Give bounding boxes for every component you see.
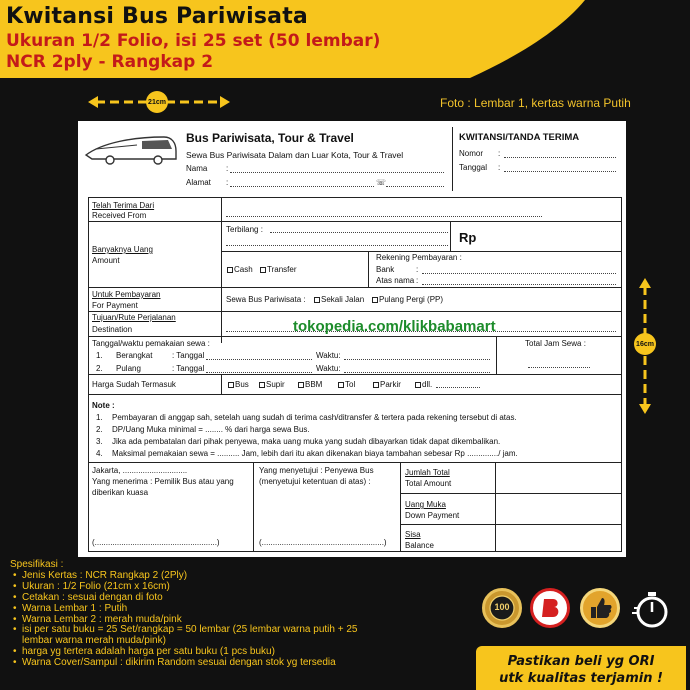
tanggal-line[interactable] [504,171,616,172]
spec-item: • Cetakan : sesuai dengan di foto [10,593,370,604]
spec-item: • Warna Lembar 2 : merah muda/pink [10,615,370,626]
inc-supir-checkbox[interactable] [259,382,265,388]
sisa-en: Balance [405,541,434,550]
row-divider-5 [88,336,622,337]
spec-list [10,571,370,669]
termasuk-divider [221,374,222,394]
rp-label: Rp [459,230,477,245]
nomor-line[interactable] [504,157,616,158]
subtitle-ncr: NCR 2ply - Rangkap 2 [6,52,214,72]
brand-b-shape [533,591,567,625]
terbilang-line-2[interactable] [226,245,448,246]
berangkat-tanggal: : Tanggal [172,351,205,360]
height-dimension [630,278,660,414]
note-3-number: 3. [96,437,103,446]
pulang-pergi-option[interactable] [372,295,443,304]
table-border-top [88,197,622,198]
inc-parkir-label: Parkir [380,380,401,389]
inc-tol-option[interactable] [338,380,355,389]
row-divider-1 [88,221,622,222]
promo-line-2: utk kualitas terjamin ! [499,671,663,686]
tanggal-colon: : [498,163,501,172]
waktu-title: Tanggal/waktu pemakaian sewa : [92,339,210,348]
inc-bus-label: Bus [235,380,249,389]
pulang-label: Pulang [116,364,141,373]
inc-supir-option[interactable] [259,380,285,389]
page-title: Kwitansi Bus Pariwisata [6,4,308,29]
sign-right[interactable]: (.......................................................) [259,538,387,547]
row-divider-4 [88,311,622,312]
total-jam-label: Total Jam Sewa : [525,339,586,348]
penerima-line-2: diberikan kuasa [92,488,149,497]
bus-icon [82,129,180,169]
transfer-option[interactable] [260,265,297,274]
penyetuju-line-1: Yang menyetujui : Penyewa Bus [259,466,374,475]
jumlah-label: Jumlah Total [405,468,450,477]
inc-parkir-option[interactable] [373,380,401,389]
bank-colon: : [416,265,419,274]
note-4-number: 4. [96,449,103,458]
row-divider-3 [88,287,622,288]
height-label: 16cm [634,333,656,355]
uang-muka-label: Uang Muka [405,500,446,509]
berangkat-number: 1. [96,351,103,360]
promo-line-1: Pastikan beli yg ORI [507,654,655,669]
spec-item: • isi per satu buku = 25 Set/rangkap = 50 lembar (25 lembar warna putih + 25 lembar warna merah muda/pink) [10,625,370,647]
note-2: DP/Uang Muka minimal = ........ % dari harga sewa Bus. [112,425,310,434]
row-divider-7 [88,394,622,395]
totals-divider [495,462,496,552]
berangkat-waktu-line[interactable] [344,359,490,360]
thumb-shape [583,591,617,625]
photo-caption: Foto : Lembar 1, kertas warna Putih [440,96,631,110]
jakarta-date: Jakarta, ............................. [92,466,188,475]
spec-item: • Warna Lembar 1 : Putih [10,604,370,615]
amount-label: Banyaknya Uang [92,245,153,254]
spec-title: Spesifikasi : [10,559,64,570]
note-title: Note : [92,401,115,410]
spec-item: • Ukuran : 1/2 Folio (21cm x 16cm) [10,582,370,593]
pulang-pergi-checkbox[interactable] [372,297,378,303]
inc-bbm-option[interactable] [298,380,322,389]
total-jam-line[interactable] [528,367,590,368]
nama-colon: : [226,164,229,173]
inc-tol-checkbox[interactable] [338,382,344,388]
penerima-line-1: Yang menerima : Pemilik Bus atau yang [92,477,234,486]
rp-divider [450,221,451,251]
table-border-bottom [88,551,622,552]
berangkat-waktu: Waktu: [316,351,341,360]
business-title: Bus Pariwisata, Tour & Travel [186,131,354,145]
note-4: Maksimal pemakaian sewa = .......... Jam, lebih dari itu akan dikenakan biaya tambahan sebesar Rp ............../ jam. [112,449,518,458]
pulang-pergi-label: Pulang Pergi (PP) [379,295,444,304]
quality-number: 100 [494,602,510,612]
stopwatch-shape [630,588,674,632]
store-watermark: tokopedia.com/klikbabamart [293,318,496,335]
totals-row-2 [400,524,622,525]
berangkat-tanggal-line[interactable] [206,359,312,360]
quality-medal-icon [482,588,522,628]
atas-nama-colon: : [416,276,419,285]
sign-divider-1 [253,462,254,552]
note-3: Jika ada pembatalan dari pihak penyewa, maka uang muka yang sudah dibayarkan tidak dapat dikembalikan. [112,437,501,446]
alamat-label: Alamat [186,178,211,187]
row-divider-2 [221,251,622,252]
berangkat-label: Berangkat [116,351,153,360]
destination-label: Tujuan/Rute Perjalanan [92,313,176,322]
alamat-colon: : [226,178,229,187]
cash-label: Cash [234,265,253,274]
note-2-number: 2. [96,425,103,434]
nomor-label: Nomor [459,149,484,158]
note-1: Pembayaran di anggap sah, setelah uang sudah di terima cash/ditransfer & tertera pada rekening tersebut di atas. [112,413,517,422]
sekali-jalan-checkbox[interactable] [314,297,320,303]
penyetuju-line-2: (menyetujui ketentuan di atas) : [259,477,371,486]
jumlah-en: Total Amount [405,479,452,488]
specifications [10,560,370,669]
destination-en: Destination [92,325,133,334]
row-divider-8 [88,462,622,463]
transfer-label: Transfer [267,265,297,274]
termasuk-label: Harga Sudah Termasuk [92,380,176,389]
inc-supir-label: Supir [266,380,285,389]
inc-bus-option[interactable] [228,380,249,389]
payment-label: Untuk Pembayaran [92,290,161,299]
spec-item: • Jenis Kertas : NCR Rangkap 2 (2Ply) [10,571,370,582]
inc-bbm-label: BBM [305,380,323,389]
terbilang-line-1[interactable] [270,232,448,233]
sekali-jalan-label: Sekali Jalan [321,295,365,304]
row-divider-6 [88,374,622,375]
atas-nama-label: Atas nama [376,276,415,285]
nama-label: Nama [186,164,208,173]
stopwatch-icon [630,588,670,628]
inc-parkir-checkbox[interactable] [373,382,379,388]
sign-divider-2 [400,462,401,552]
inc-dll-option[interactable] [415,380,432,389]
whatsapp-icon: ☏ [376,178,387,187]
nomor-colon: : [498,149,501,158]
phone-line[interactable] [386,186,444,187]
spec-item: • Warna Cover/Sampul : dikirim Random sesuai dengan stok yg tersedia [10,658,370,669]
inc-dll-checkbox[interactable] [415,382,421,388]
pulang-waktu: Waktu: [316,364,341,373]
sign-left[interactable]: (.......................................................) [92,538,220,547]
brand-b-icon [530,588,570,628]
received-from-label: Telah Terima Dari [92,201,155,210]
payment-en: For Payment [92,301,138,310]
cash-option[interactable] [227,265,253,274]
transfer-checkbox[interactable] [260,267,266,273]
receipt-form [78,121,626,557]
badge-row [480,588,685,632]
nama-line[interactable] [230,172,444,173]
inc-tol-label: Tol [345,380,356,389]
payment-text: Sewa Bus Pariwisata : [226,295,306,304]
promo-banner [476,646,686,690]
thumbs-up-icon [580,588,620,628]
kwitansi-title: KWITANSI/TANDA TERIMA [459,132,580,143]
totals-row-1 [400,493,622,494]
atas-nama-line[interactable] [422,284,616,285]
label-column-divider [221,197,222,343]
width-dimension [88,92,230,112]
amount-en: Amount [92,256,120,265]
subtitle-size: Ukuran 1/2 Folio, isi 25 set (50 lembar) [6,31,381,51]
total-jam-divider [496,336,497,374]
note-1-number: 1. [96,413,103,422]
received-from-en: Received From [92,211,147,220]
spec-item: • harga yg tertera adalah harga per satu buku (1 pcs buku) [10,647,370,658]
pulang-tanggal-line[interactable] [206,372,312,373]
rekening-title: Rekening Pembayaran : [376,253,462,262]
tanggal-label: Tanggal [459,163,488,172]
pulang-waktu-line[interactable] [344,372,490,373]
bank-line[interactable] [422,273,616,274]
alamat-line[interactable] [230,186,374,187]
inc-dll-label: dll. [422,380,433,389]
cash-checkbox[interactable] [227,267,233,273]
business-subtitle: Sewa Bus Pariwisata Dalam dan Luar Kota, Tour & Travel [186,150,404,160]
received-from-line[interactable] [226,216,542,217]
inc-bus-checkbox[interactable] [228,382,234,388]
inc-dll-line[interactable] [436,387,480,388]
sekali-jalan-option[interactable] [314,295,364,304]
width-label: 21cm [146,91,168,113]
terbilang-label: Terbilang : [226,225,263,234]
bank-label: Bank [376,265,395,274]
pulang-tanggal: : Tanggal [172,364,205,373]
pulang-number: 2. [96,364,103,373]
header-divider [452,127,453,191]
sisa-label: Sisa [405,530,421,539]
rekening-divider [368,251,369,287]
uang-muka-en: Down Payment [405,511,460,520]
inc-bbm-checkbox[interactable] [298,382,304,388]
header-banner [0,0,690,78]
